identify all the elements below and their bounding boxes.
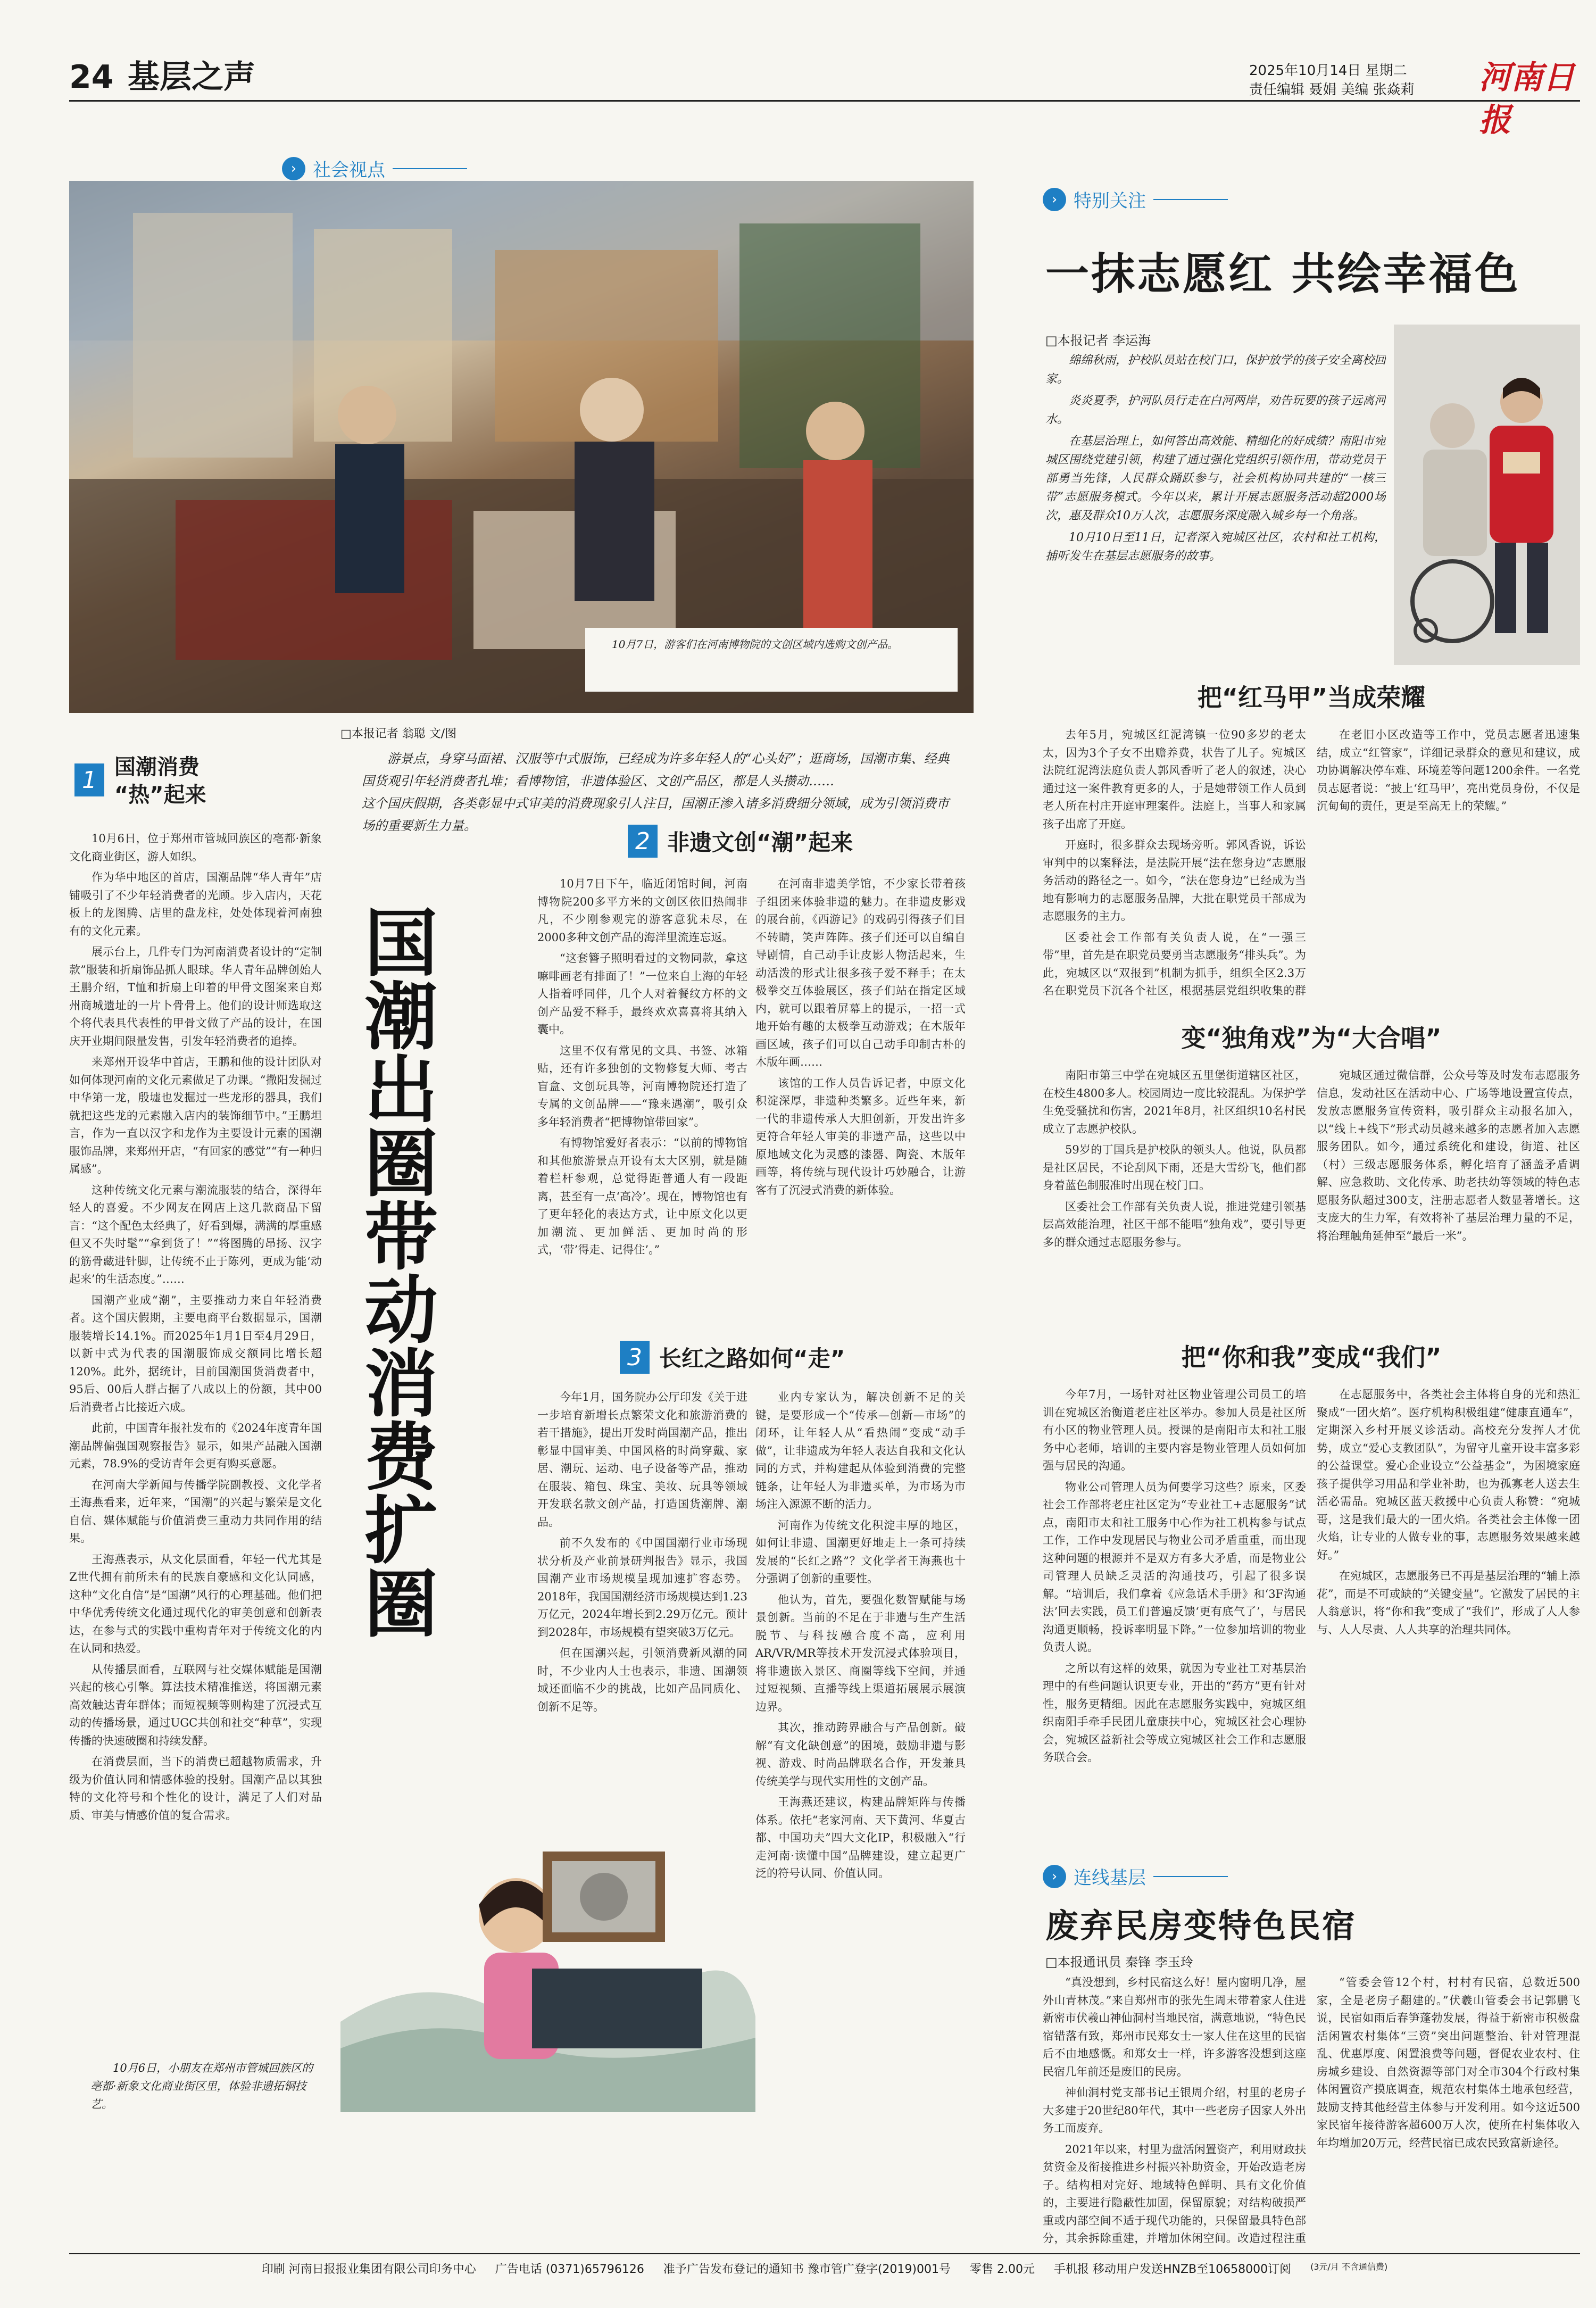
footer-rule <box>69 2253 1580 2254</box>
child-craft-photo <box>340 1793 755 2112</box>
body-paragraph: 59岁的丁国兵是护校队的领头人。他说，队员都是社区居民，不论刮风下雨，还是大雪纷飞，他们都身着蓝色制服准时出现在校门口。 <box>1043 1143 1306 1192</box>
ink-landscape-illustration <box>340 1793 755 2112</box>
section-2-col-a <box>537 875 747 1418</box>
body-paragraph: 今年1月，国务院办公厅印发《关于进一步培育新增长点繁荣文化和旅游消费的若干措施》，提出开发时尚国潮产品，推出彰显中国审美、中国风格的时尚穿戴、家居、潮玩、运动、电子设备等产品，推动在服装、箱包、珠宝、美妆、玩具等领域开发联名款文创产品，打造国货潮牌、潮品。 <box>537 1391 747 1529</box>
body-paragraph: 在河南大学新闻与传播学院副教授、文化学者王海燕看来，近年来，“国潮”的兴起与繁荣是文化自信、媒体赋能与价值消费三重动力共同作用的结果。 <box>69 1478 322 1545</box>
body-paragraph: 2021年以来，村里为盘活闲置资产，利用财政扶贫资金及衔接推进乡村振兴补助资金，开始改造老房子。结构相对完好、地域特色鲜明、具有文化价值的，主要进行隐蔽性加固，保留原貌；对结构破损严重或内部空间不适于现代功能的，只保留最具特色部分，其余拆除重建，并增加休闲空间。改造过程注重 <box>1043 2143 1306 2245</box>
body-paragraph: 展示台上，几件专门为河南消费者设计的“定制款”服装和折扇饰品抓人眼球。华人青年品牌创始人王鹏介绍，T恤和折扇上印着的甲骨文图案来自郑州商城遗址的一片卜骨骨上。他们的设计师选取这个将代表具代表性的甲骨文做了产品的设计，在国庆开业期间限量发售，引发年轻消费者的追捧。 <box>69 945 322 1048</box>
body-paragraph: 去年5月，宛城区红泥湾镇一位90多岁的老太太，因为3个子女不出赡养费，状告了儿子。宛城区法院红泥湾法庭负责人郭风香听了老人的叙述，决心通过这一案件教育更多的人，于是她带领工作人员到老人所在村庄开庭审理案件。法庭上，当事人和家属孩子出席了开庭。 <box>1043 728 1306 831</box>
bottom-left-caption: 10月6日，小朋友在郑州市管城回族区的亳都·新象文化商业街区里，体验非遗拓铜技艺。 <box>90 2062 313 2111</box>
right-sub3-col-b <box>1317 1386 1580 1849</box>
body-paragraph: 物业公司管理人员为何要学习这些？原来，区委社会工作部将老庄社区定为“专业社工+志愿服务”试点，南阳市太和社工服务中心作为社工机构参与试点工作，工作中发现居民与物业公司矛盾重重，而出现这种问题的根源并不是双方有多大矛盾，而是物业公司管理人员缺乏灵活的沟通技巧，引起了很多误解。“培训后，我们拿着《应急话术手册》和‘3F沟通法’回去实践，员工们普遍反馈‘更有底气了’，与居民沟通更顺畅，投诉率明显下降。”一位参加培训的物业负责人说。 <box>1043 1480 1306 1654</box>
right-byline: □本报记者 李运海 <box>1045 333 1151 348</box>
body-paragraph: 王海燕表示，从文化层面看，年轻一代尤其是Z世代拥有前所未有的民族自豪感和文化认同感，这种“文化自信”是“国潮”风行的心理基础。他们把中华优秀传统文化通过现代化的审美创意和创新表达，在参与式的实践中重构青年对于传统文化的内在认同和热爱。 <box>69 1552 322 1655</box>
section-3-col-a <box>537 1389 747 1772</box>
section-1-body <box>69 830 322 2054</box>
body-paragraph: 南阳市第三中学在宛城区五里堡街道辖区社区，在校生4800多人。校园周边一度比较混乱。为保护学生免受骚扰和伤害，2021年8月，社区组织10名村民成立了志愿护校队。 <box>1043 1069 1306 1135</box>
body-paragraph: 在河南非遗美学馆，不少家长带着孩子组团来体验非遗的魅力。在非遗皮影戏的展台前，《西游记》的戏码引得孩子们目不转睛，笑声阵阵。孩子们还可以自编自导剧情，自己动手让皮影人物活起来，生动活泼的形式让很多孩子爱不释手；在太极拳交互体验展区，孩子们站在指定区域内，就可以跟着屏幕上的提示，一招一式地开始有趣的太极拳互动游戏；在木版年画区域，孩子们可以自己动手印制古朴的木版年画…… <box>755 877 966 1068</box>
body-paragraph: 区委社会工作部有关负责人说，在“一强三带”里，首先是在职党员要勇当志愿服务“排头兵”。为此，宛城区以“双报到”机制为抓手，组织全区2.3万名在职党员下沉各个社区，根据基层党组织收集的群 <box>1043 931 1306 997</box>
page-number: 24 <box>69 59 114 96</box>
footer-ad-phone: 广告电话 (0371)65796126 <box>495 2263 644 2276</box>
right-lead <box>1045 351 1386 670</box>
photo-caption: 10月7日，游客们在河南博物院的文创区域内选购文创产品。 <box>612 638 899 651</box>
body-paragraph: 绵绵秋雨，护校队员站在校门口，保护放学的孩子安全离校回家。 <box>1045 354 1386 386</box>
section-3-col-b <box>755 1389 966 2091</box>
body-paragraph: “这套簪子照明看过的文物同款，拿这嘛啡画老有排面了！”一位来自上海的年轻人指着呼同伴，几个人对着餐纹方杯的文创产品爱不释手，最终欢欢喜喜将其纳入囊中。 <box>537 952 747 1036</box>
volunteer-photo <box>1394 325 1580 665</box>
section-3-title: 长红之路如何“走” <box>659 1346 845 1372</box>
section-1-title-line1: 国潮消费 <box>114 755 200 779</box>
section-2-header <box>628 825 853 858</box>
header-rule <box>69 100 1580 102</box>
section-number-3: 3 <box>620 1341 650 1374</box>
issue-date: 2025年10月14日 星期二 <box>1249 63 1407 79</box>
section-tag-social: › 社会视点 <box>282 155 467 181</box>
body-paragraph: 来郑州开设华中首店，王鹏和他的设计团队对如何体现河南的文化元素做足了功课。“撒阳发掘过中华第一龙，殷墟也发掘过一些龙形的器具，我们就把这些龙的元素融入店内的装饰细节中。”王鹏坦言，作为一直以汉字和龙作为主要设计元素的国潮服饰品牌，来郑州开店，“有回家的感觉”“有一种归属感”。 <box>69 1056 322 1175</box>
masthead-logo: 河南日报 <box>1479 59 1575 139</box>
body-paragraph: 在宛城区，志愿服务已不再是基层治理的“辅上添花”，而是不可或缺的“关键变量”。它激发了居民的主人翁意识，将“你和我”变成了“我们”，形成了人人参与、人人尽责、人人共享的治理共同体。 <box>1317 1570 1580 1636</box>
section-3-header <box>620 1341 845 1374</box>
bottom-right-col-b <box>1317 1974 1580 2245</box>
bottom-right-col-a <box>1043 1974 1306 2245</box>
right-sub2-col-b <box>1317 1067 1580 1317</box>
section-tag-grassroots: › 连线基层 <box>1043 1863 1228 1889</box>
body-paragraph: 在老旧小区改造等工作中，党员志愿者迅速集结，成立“红管家”，详细记录群众的意见和建议，成功协调解决停车难、环境差等问题1200余件。一名党员志愿者说：“披上‘红马甲’，亮出党员身份，不仅是沉甸甸的责任，更是至高无上的荣耀。” <box>1317 728 1580 812</box>
body-paragraph: 此前，中国青年报社发布的《2024年度青年国潮品牌偏强国观察报告》显示，如果产品融入国潮元素，78.9%的受访青年会更有购买意愿。 <box>69 1422 322 1470</box>
body-paragraph: 这种传统文化元素与潮流服装的结合，深得年轻人的喜爱。不少网友在网店上这几款商品下留言：“这个配色太经典了，好看到爆，满满的厚重感但又不失时髦”“拿到货了！”“将图腾的昂扬、汉字的筋骨藏进针脚，让传统不止于陈列，更成为能‘动起来’的生活态度。”…… <box>69 1183 322 1285</box>
footer-mobile: 手机报 移动用户发送HNZB至10658000订阅 <box>1053 2263 1292 2276</box>
body-paragraph: 有博物馆爱好者表示：“以前的博物馆和其他旅游景点开设有太大区别，就是随着栏杆参观，总觉得距普通人有一段距离，甚至有一点‘高冷’。现在，博物馆也有了更年轻化的表达方式，让中原文化以更加潮流、更加鲜活、更加时尚的形式，‘带’得走、记得住’。” <box>537 1136 747 1256</box>
section-number-1: 1 <box>74 763 104 796</box>
body-paragraph: “真没想到，乡村民宿这么好！屋内窗明几净，屋外山青林茂。”来自郑州市的张先生周末带着家人住进新密市伏羲山神仙洞村当地民宿，满意地说，“特色民宿错落有致，郑州市民郑女士一家人住在这里的民宿后不由地感慨。和郑女士一样，许多游客没想到这座民宿几年前还是废旧的民房。 <box>1043 1976 1306 2078</box>
body-paragraph: 作为华中地区的首店，国潮品牌“华人青年”店铺吸引了不少年轻消费者的光顾。步入店内，天花板上的龙图腾、店里的盘龙柱，处处体现着河南独有的文化元素。 <box>69 871 322 937</box>
volunteer-wheelchair-illustration <box>1394 325 1580 665</box>
body-paragraph: 这里不仅有常见的文具、书签、冰箱贴，还有许多独创的文物修复大师、考古盲盒、文创玩具等，河南博物院还打造了专属的文创品牌——“豫来遇潮”，吸引众多年轻消费者“把博物馆带回家”。 <box>537 1044 747 1128</box>
right-sub1-title: 把“红马甲”当成荣耀 <box>1197 683 1426 712</box>
chevron-right-icon: › <box>282 157 305 180</box>
right-sub2-title: 变“独角戏”为“大合唱” <box>1181 1024 1442 1052</box>
body-paragraph: 河南作为传统文化积淀丰厚的地区，如何让非遗、国潮更好地走上一条可持续发展的“长红之路”？文化学者王海燕也十分强调了创新的重要性。 <box>755 1518 966 1585</box>
body-paragraph: 10月10日至11日，记者深入宛城区社区，农村和社工机构，捕听发生在基层志愿服务的故事。 <box>1045 531 1386 563</box>
bottom-right-headline: 废弃民房变特色民宿 <box>1045 1906 1357 1945</box>
right-sub3-col-a <box>1043 1386 1306 1849</box>
chevron-right-icon: › <box>1043 1865 1066 1888</box>
right-sub2-col-a <box>1043 1067 1306 1317</box>
section-1-title-line2: “热”起来 <box>114 783 206 807</box>
body-paragraph: 之所以有这样的效果，就因为专业社工对基层治理中的有些问题认识更专业，开出的“药方”更有针对性，服务更精细。因此在志愿服务实践中，宛城区组织南阳手牵手民团儿童康扶中心，宛城区社会心理协会，宛城区益新社会等成立宛城区社会工作和志愿服务联合会。 <box>1043 1662 1306 1764</box>
section-2-col-b <box>755 875 966 1418</box>
body-paragraph: 10月7日下午，临近闭馆时间，河南博物院200多平方米的文创区依旧热闹非凡，不少刚参观完的游客意犹未尽，在2000多种文创产品的海洋里流连忘返。 <box>537 877 747 944</box>
body-paragraph: 炎炎夏季，护河队员行走在白河两岸，劝告玩要的孩子远离河水。 <box>1045 394 1386 426</box>
footer-printer: 印刷 河南日报报业集团有限公司印务中心 <box>261 2263 476 2276</box>
footer-price: 零售 2.00元 <box>969 2263 1035 2276</box>
section-number-2: 2 <box>628 825 658 858</box>
main-headline: 国潮出圈带动消费扩圈 <box>352 904 438 1639</box>
body-paragraph: 前不久发布的《中国国潮行业市场现状分析及产业前景研判报告》显示，我国国潮产业市场规模呈现加速扩容态势。2018年，我国国潮经济市场规模达到1.23万亿元，2024年增长到2.29万亿元。预计到2028年，市场规模有望突破3万亿元。 <box>537 1537 747 1639</box>
tag-line <box>393 168 467 169</box>
body-paragraph: 业内专家认为，解决创新不足的关键，是要形成一个“传承—创新—市场”的闭环，让年轻人从“看热闹”变成“动手做”，让非遗成为年轻人表达自我和文化认同的方式，并构建起从体验到消费的完整链条，让年轻人为非遗买单，为市场为市场注入源源不断的活力。 <box>755 1391 966 1510</box>
body-paragraph: 神仙洞村党支部书记王银周介绍，村里的老房子大多建于20世纪80年代，其中一些老房子因家人外出务工而废弃。 <box>1043 2086 1306 2135</box>
footer-mobile-note: (3元/月 不含通信费) <box>1310 2262 1388 2272</box>
body-paragraph: “管委会管12个村，村村有民宿，总数近500家，全是老房子翻建的。”伏羲山管委会书记郭鹏飞说，民宿如雨后春笋蓬勃发展，得益于新密市积极盘活闲置农村集体“三资”突出问题整治、针对管理混乱、优惠厚度、闲置浪费等问题，督促农业农村、住房城乡建设、自然资源等部门对全市304个行政村集体闲置资产摸底调查，规范农村集体土地承包经营，鼓励支持其他经营主体参与开发利用。如今这近500家民宿年接待游客超600万人次，使所在村集体收入年均增加20万元，经营民宿已成农民致富新途径。 <box>1317 1976 1580 2149</box>
right-headline: 一抹志愿红 共绘幸福色 <box>1045 249 1520 300</box>
right-sub1-col-b <box>1317 726 1580 998</box>
tag-line <box>1153 1876 1228 1877</box>
bottom-right-byline: □本报通讯员 秦锋 李玉玲 <box>1045 1955 1193 1970</box>
editor-credits: 责任编辑 聂娟 美编 张焱莉 <box>1249 82 1415 98</box>
body-paragraph: 国潮产业成“潮”，主要推动力来自年轻消费者。这个国庆假期，主要电商平台数据显示，国潮服装增长14.1%。而2025年1月1日至4月29日，以新中式为代表的国潮服饰成交额同比增长超120%。此外，据统计，目前国潮国货消费者中，95后、00后人群占据了八成以上的份额，其中00后消费者占比接近六成。 <box>69 1293 322 1414</box>
section-tag-focus: › 特别关注 <box>1043 186 1228 212</box>
chevron-right-icon: › <box>1043 188 1066 211</box>
body-paragraph: 开庭时，很多群众去现场旁听。郭风香说，诉讼审判中的以案释法，是法院开展“法在您身边”志愿服务活动的路径之一。如今，“法在您身边”已经成为当地有影响力的志愿服务品牌，大批在职党员干部成为志愿服务的主力。 <box>1043 838 1306 923</box>
body-paragraph: 但在国潮兴起，引领消费新风潮的同时，不少业内人士也表示，非遗、国潮领域还面临不少的挑战，比如产品同质化、创新不足等。 <box>537 1647 747 1713</box>
body-paragraph: 区委社会工作部有关负责人说，推进党建引领基层高效能治理，社区干部不能唱“独角戏”，要引导更多的群众通过志愿服务参与。 <box>1043 1200 1306 1249</box>
body-paragraph: 在志愿服务中，各类社会主体将自身的光和热汇聚成“一团火焰”。医疗机构积极组建“健康直通车”，定期深入乡村开展义诊活动。高校充分发挥人才优势，成立“爱心支教团队”，为留守儿童开设丰富多彩的公益课堂。爱心企业设立“公益基金”，为困境家庭孩子提供学习用品和学业补助，也为孤寡老人送去生活必需品。宛城区蓝天救援中心负责人称赞：“宛城哥，这是我们最大的一团火焰。各类社会主体像一团火焰，让专业的人做专业的事，志愿服务效果越来越好。” <box>1317 1388 1580 1562</box>
left-byline: □本报记者 翁聪 文/图 <box>340 727 457 741</box>
lead-paragraph: 游景点，身穿马面裙、汉服等中式服饰，已经成为许多年轻人的“心头好”；逛商场，国潮市集、经典国货观引年轻消费者扎堆；看博物馆，非遗体验区、文创产品区，都是人头攒动…… 这个国庆假期，各类彰显中式审美的消费现象引人注目，国潮正渗入诸多消费细分领域，成为引领消费市场的重要新生力量。 <box>362 751 950 833</box>
tag-line <box>1153 199 1228 200</box>
body-paragraph: 宛城区通过微信群，公众号等及时发布志愿服务信息，发动社区在活动中心、广场等地设置宣传点，发放志愿服务宣传资料，吸引群众主动报名加入，以“线上+线下”形式动员越来越多的志愿者加入志愿服务团队。如今，通过系统化和建设，街道、社区（村）三级志愿服务体系，孵化培育了涵盖矛盾调解、应急救助、文化传承、助老扶幼等领域的特色志愿服务队超过300支，注册志愿者人数显著增长。这支庞大的生力军，有效将补了基层治理力量的不足，将治理触角延伸至“最后一米”。 <box>1317 1069 1580 1242</box>
footer-bar <box>69 2260 1580 2277</box>
footer-ad-license: 准予广告发布登记的通知书 豫市管广登字(2019)001号 <box>663 2263 951 2276</box>
body-paragraph: 在基层治理上，如何答出高效能、精细化的好成绩？南阳市宛城区围绕党建引领，构建了通过强化党组织引领作用，带动党员干部勇当先锋，人民群众踊跃参与，社会机构协同共建的“一核三带”志愿服务模式。今年以来，累计开展志愿服务活动超2000场次，惠及群众10万人次，志愿服务深度融入城乡每一个角落。 <box>1045 435 1386 522</box>
right-sub1-col-a <box>1043 726 1306 998</box>
body-paragraph: 在消费层面，当下的消费已超越物质需求，升级为价值认同和情感体验的投射。国潮产品以其独特的文化符号和个性化的设计，满足了人们对品质、审美与情感价值的复合需求。 <box>69 1755 322 1822</box>
right-sub3-title: 把“你和我”变成“我们” <box>1181 1343 1442 1372</box>
body-paragraph: 今年7月，一场针对社区物业管理公司员工的培训在宛城区治衡道老庄社区举办。参加人员是社区所有小区的物业管理人员。授课的是南阳市太和社工服务中心老师，培训的主要内容是物业管理人员如何加强与居民的沟通。 <box>1043 1388 1306 1472</box>
body-paragraph: 王海燕还建议，构建品牌矩阵与传播体系。依托“老家河南、天下黄河、华夏古都、中国功夫”四大文化IP，积极融入“行走河南·读懂中国”品牌建设，建立起更广泛的符号认同、价值认同。 <box>755 1796 966 1880</box>
body-paragraph: 从传播层面看，互联网与社交媒体赋能是国潮兴起的核心引擎。算法技术精准推送，将国潮元素高效触达青年群体；而短视频等则构建了沉浸式互动的传播场景，通过UGC共创和社交“种草”，实现传播的快速破圈和持续发酵。 <box>69 1663 322 1747</box>
body-paragraph: 该馆的工作人员告诉记者，中原文化积淀深厚，非遗种类繁多。近些年来，新一代的非遗传承人大胆创新，开发出许多更符合年轻人审美的非遗产品，这些以中原地域文化为灵感的漆器、陶瓷、木版年画等，将传统与现代设计巧妙融合，让游客有了沉浸式消费的新体验。 <box>755 1076 966 1197</box>
body-paragraph: 其次，推动跨界融合与产品创新。破解“有文化缺创意”的困境，鼓励非遗与影视、游戏、时尚品牌联名合作，开发兼具传统美学与现代实用性的文创产品。 <box>755 1721 966 1788</box>
section-title: 基层之声 <box>128 59 255 96</box>
section-2-title: 非遗文创“潮”起来 <box>667 829 853 856</box>
body-paragraph: 10月6日，位于郑州市管城回族区的亳都·新象文化商业街区，游人如织。 <box>69 832 322 863</box>
body-paragraph: 他认为，首先，要强化数智赋能与场景创新。当前的不足在于非遗与生产生活脱节、与科技融合度不高，应利用AR/VR/MR等技术开发沉浸式体验项目，将非遗嵌入景区、商圈等线下空间，并通过短视频、直播等线上渠道拓展展示展演边界。 <box>755 1593 966 1713</box>
